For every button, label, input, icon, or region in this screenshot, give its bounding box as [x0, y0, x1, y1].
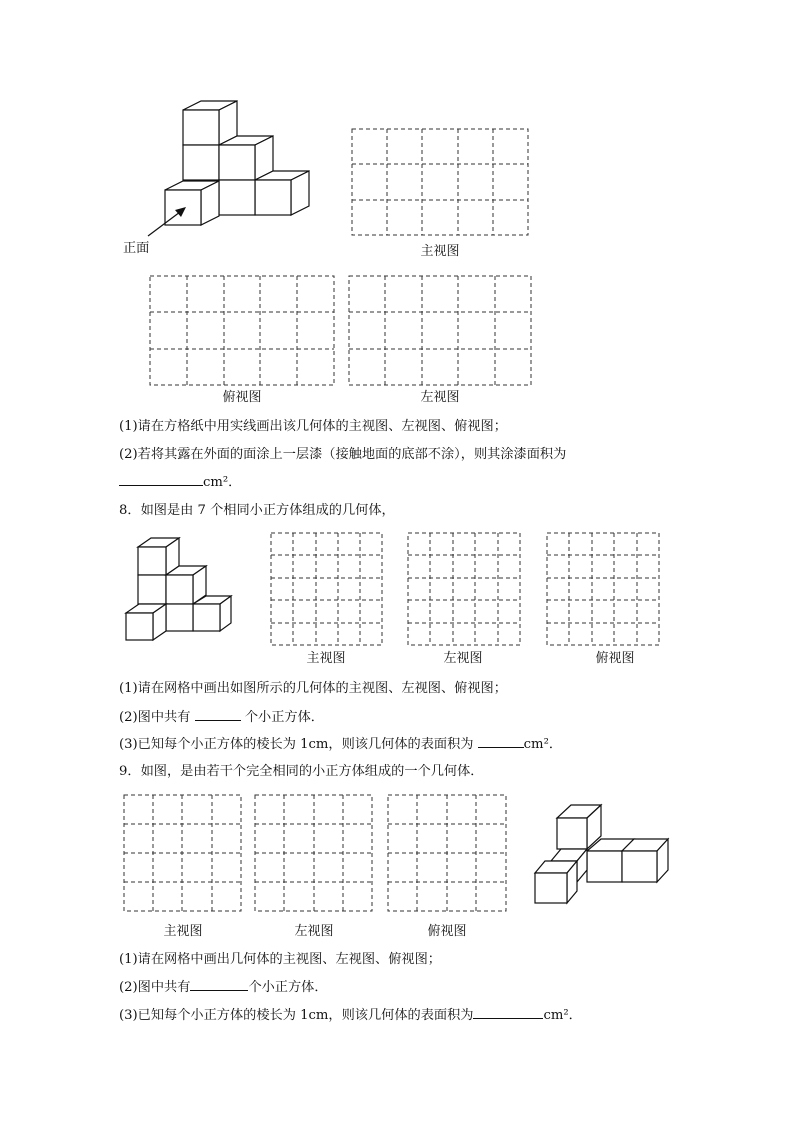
- p9-main-view-grid[interactable]: [124, 795, 241, 911]
- p7-cube: [219, 180, 255, 215]
- p7-cube: [255, 171, 309, 215]
- p9-cube: [622, 839, 668, 882]
- p8-cube: [126, 604, 166, 640]
- p9-q3-blank[interactable]: [473, 1006, 543, 1019]
- p8-cube: [138, 538, 179, 575]
- p7-left-view-grid[interactable]: [349, 276, 531, 385]
- p7-caption-main-view: 主视图: [420, 244, 460, 259]
- p8-question-3: [119, 735, 562, 754]
- p9-caption-main-view: 主视图: [163, 924, 203, 939]
- p8-caption-left-view: 左视图: [443, 651, 483, 666]
- p8-q3-unit: cm²．: [523, 737, 563, 752]
- p7-cube: [183, 145, 219, 180]
- p8-q2-blank[interactable]: [195, 708, 241, 721]
- p8-q2-prefix: (2)图中共有: [119, 710, 191, 725]
- p7-caption-top-view: 俯视图: [222, 390, 262, 405]
- p7-cube: [219, 136, 273, 180]
- p8-q2-suffix: 个小正方体．: [244, 710, 324, 725]
- p8-cube: [166, 566, 206, 604]
- p8-left-view-grid[interactable]: [408, 533, 520, 645]
- p9-caption-left-view: 左视图: [294, 924, 334, 939]
- p9-q2-prefix: (2)图中共有: [119, 980, 191, 995]
- p7-answer-blank[interactable]: [119, 473, 203, 486]
- p9-title: 9．如图，是由若干个完全相同的小正方体组成的一个几何体．: [119, 764, 484, 779]
- p9-cube: [535, 861, 577, 903]
- p7-question-1: (1)请在方格纸中用实线画出该几何体的主视图、左视图、俯视图；: [119, 419, 507, 434]
- front-label: 正面: [123, 241, 150, 256]
- p9-q2-suffix: 个小正方体．: [248, 980, 328, 995]
- p9-q3-prefix: (3)已知每个小正方体的棱长为 1cm，则该几何体的表面积为: [119, 1008, 474, 1023]
- p7-cube: [183, 101, 237, 145]
- p8-question-1: (1)请在网格中画出如图所示的几何体的主视图、左视图、俯视图；: [119, 681, 507, 696]
- p9-left-view-grid[interactable]: [255, 795, 372, 911]
- p9-q3-unit: cm²．: [543, 1008, 582, 1023]
- p9-top-view-grid[interactable]: [388, 795, 506, 911]
- p8-caption-top-view: 俯视图: [595, 651, 635, 666]
- p9-question-2: [119, 978, 328, 997]
- p8-question-2: [119, 708, 324, 727]
- p7-top-view-grid[interactable]: [150, 276, 334, 385]
- p7-main-view-grid[interactable]: [352, 129, 528, 235]
- p8-cube: [166, 604, 193, 631]
- p9-q2-blank[interactable]: [190, 978, 248, 991]
- p9-question-3: [119, 1006, 582, 1025]
- p8-q3-prefix: (3)已知每个小正方体的棱长为 1cm，则该几何体的表面积为: [119, 737, 474, 752]
- p8-q3-blank[interactable]: [478, 735, 524, 748]
- p7-question-2-answer-line: [119, 473, 241, 492]
- p8-top-view-grid[interactable]: [547, 533, 659, 645]
- p9-question-1: (1)请在网格中画出几何体的主视图、左视图、俯视图；: [119, 952, 441, 967]
- p8-title: 8．如图是由 7 个相同小正方体组成的几何体，: [119, 503, 395, 518]
- p9-caption-top-view: 俯视图: [427, 924, 467, 939]
- p9-cube: [557, 805, 601, 849]
- p8-cube: [138, 575, 166, 604]
- p7-cube: [165, 181, 219, 225]
- p8-cube: [193, 596, 231, 631]
- p7-question-2: (2)若将其露在外面的面涂上一层漆（接触地面的底部不涂），则其涂漆面积为: [119, 447, 567, 462]
- p7-unit: cm²．: [203, 475, 242, 490]
- p8-main-view-grid[interactable]: [271, 533, 382, 645]
- p8-caption-main-view: 主视图: [306, 651, 346, 666]
- p7-caption-left-view: 左视图: [420, 390, 460, 405]
